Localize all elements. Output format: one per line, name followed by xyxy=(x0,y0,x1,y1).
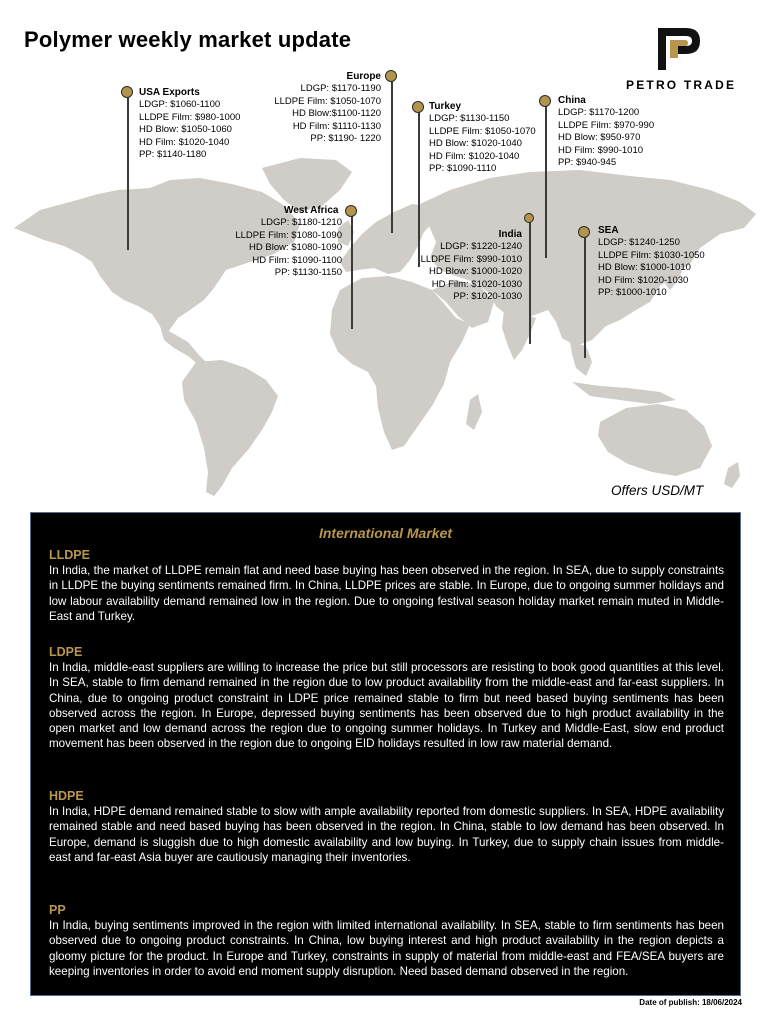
section-heading: LDPE xyxy=(49,645,83,659)
price-line: LDGP: $1060-1100 xyxy=(139,99,221,111)
china-pin-line xyxy=(545,101,547,258)
petro-trade-logo-icon xyxy=(656,24,704,72)
west-africa-pin xyxy=(345,205,357,217)
region-sea xyxy=(598,225,705,299)
section-heading: HDPE xyxy=(49,789,84,803)
price-line: PP: $1130-1150 xyxy=(274,267,342,279)
price-line: HD Blow: $1020-1040 xyxy=(429,138,522,150)
price-line: LDGP: $1170-1190 xyxy=(300,83,381,95)
price-line: HD Film: $1090-1100 xyxy=(252,254,342,266)
price-line: LLDPE Film: $1050-1070 xyxy=(429,125,536,137)
region-name: China xyxy=(558,95,586,106)
price-line: HD Film: $1020-1040 xyxy=(139,136,230,148)
price-line: LDGP: $1220-1240 xyxy=(440,241,522,253)
price-line: HD Blow: $1080-1090 xyxy=(249,242,342,254)
price-line: HD Blow: $1000-1020 xyxy=(429,266,522,278)
price-line: HD Film: $1020-1030 xyxy=(431,278,522,290)
international-market-panel xyxy=(30,512,741,996)
region-name: USA Exports xyxy=(139,87,200,98)
region-name: Europe xyxy=(346,71,381,82)
price-line: HD Film: $1020-1030 xyxy=(598,274,689,286)
price-line: LLDPE Film: $1080-1090 xyxy=(235,229,342,241)
price-line: HD Blow: $1050-1060 xyxy=(139,124,232,136)
price-line: HD Blow: $950-970 xyxy=(558,132,641,144)
price-line: LDGP: $1170-1200 xyxy=(558,107,640,119)
region-name: SEA xyxy=(598,225,619,236)
price-line: PP: $1090-1110 xyxy=(429,163,497,175)
region-china xyxy=(558,95,654,169)
usa-pin xyxy=(121,86,133,98)
price-line: LDGP: $1130-1150 xyxy=(429,113,510,125)
section-text: In India, the market of LLDPE remain flat and need base buying has been observed in the region. In SEA, due to supply constraints in LLDPE the buying sentiments remained firm. In China, LLDPE prices are stable. In Europe, due to ongoing summer holidays and low labour availability demand remained low in the region. Due to ongoing festival season holiday market remain muted in Middle-East and Turkey. xyxy=(49,564,724,623)
europe-pin-line xyxy=(391,78,393,233)
usa-pin-line xyxy=(127,92,129,250)
section-heading: PP xyxy=(49,903,66,917)
china-pin xyxy=(539,95,551,107)
world-map xyxy=(0,150,768,510)
price-line: HD Film: $1110-1130 xyxy=(292,120,381,132)
price-line: LLDPE Film: $980-1000 xyxy=(139,111,241,123)
price-line: HD Blow: $1000-1010 xyxy=(598,262,691,274)
region-usa xyxy=(139,87,240,161)
offers-note: Offers USD/MT xyxy=(611,483,704,498)
price-line: PP: $1020-1030 xyxy=(453,291,522,303)
price-line: LLDPE Film: $1030-1050 xyxy=(598,249,705,261)
sea-pin-line xyxy=(584,233,586,358)
region-name: Turkey xyxy=(429,101,462,112)
section-hdpe xyxy=(49,788,724,865)
publish-date: Date of publish: 18/06/2024 xyxy=(639,998,742,1007)
region-europe xyxy=(262,71,381,145)
price-line: LLDPE Film: $990-1010 xyxy=(420,253,522,265)
price-line: PP: $940-945 xyxy=(558,157,617,169)
india-pin-line xyxy=(529,219,531,344)
price-line: LLDPE Film: $970-990 xyxy=(558,119,655,131)
section-ldpe xyxy=(49,644,724,752)
region-west-africa xyxy=(222,205,342,279)
region-turkey xyxy=(429,101,536,175)
brand-logo xyxy=(620,24,740,96)
region-india xyxy=(410,229,522,303)
price-line: LDGP: $1240-1250 xyxy=(598,237,680,249)
section-lldpe xyxy=(49,547,724,624)
section-text: In India, buying sentiments improved in the region with limited international availability. In SEA, stable to firm sentiments has been observed due to ongoing product constraints. In China, low buying interest and high product availability in the region depicts a gloomy picture for the product. In Europe and Turkey, constraints in supply of material from middle-east and FEA/SEA buyers are keeping inventories in order to avoid end moment supply disruption. Need based demand observed in the region. xyxy=(49,919,724,978)
page-title: Polymer weekly market update xyxy=(24,27,352,52)
section-pp xyxy=(49,902,724,979)
panel-title: International Market xyxy=(318,525,453,541)
region-name: West Africa xyxy=(284,205,339,216)
turkey-pin xyxy=(412,101,424,113)
price-line: LLDPE Film: $1050-1070 xyxy=(274,95,381,107)
price-line: PP: $1000-1010 xyxy=(598,287,667,299)
india-pin xyxy=(524,213,534,223)
west-africa-pin-line xyxy=(351,211,353,329)
price-line: LDGP: $1180-1210 xyxy=(260,217,342,229)
europe-pin xyxy=(385,70,397,82)
sea-pin xyxy=(578,226,590,238)
price-line: HD Blow:$1100-1120 xyxy=(292,108,381,120)
price-line: HD Film: $990-1010 xyxy=(558,144,644,156)
section-text: In India, HDPE demand remained stable to slow with ample availability reported from domestic suppliers. In SEA, HDPE availability remained stable and need based buying has been observed in the region. In China, stable to low demand has been observed. In Europe, demand is sluggish due to high domestic availability and low buying. In Turkey, due to supply chain issues from middle-east and far-east Asia buyer are cautiously managing their inventories. xyxy=(49,805,724,864)
brand-name: PETRO TRADE xyxy=(626,78,737,92)
price-line: HD Film: $1020-1040 xyxy=(429,150,520,162)
region-name: India xyxy=(498,229,522,240)
section-heading: LLDPE xyxy=(49,548,90,562)
section-text: In India, middle-east suppliers are willing to increase the price but still processors are resisting to book good quantities at this level. In SEA, stable to firm demand remained in the region due to low product availability from the middle-east and far-east suppliers. In China, due to ongoing product constraint in LDPE price remained stable to firm but need based buying sentiments has been observed across the region. In Europe, depressed buying sentiments has been observed due to high product availability in the open market and low demand across the region due to ongoing summer holidays. In Turkey and Middle-East, slow end product movement has been observed in the region due to ongoing EID holidays resulted in low raw material demand. xyxy=(49,661,724,751)
price-line: PP: $1140-1180 xyxy=(139,149,207,161)
price-line: PP: $1190- 1220 xyxy=(310,133,381,145)
